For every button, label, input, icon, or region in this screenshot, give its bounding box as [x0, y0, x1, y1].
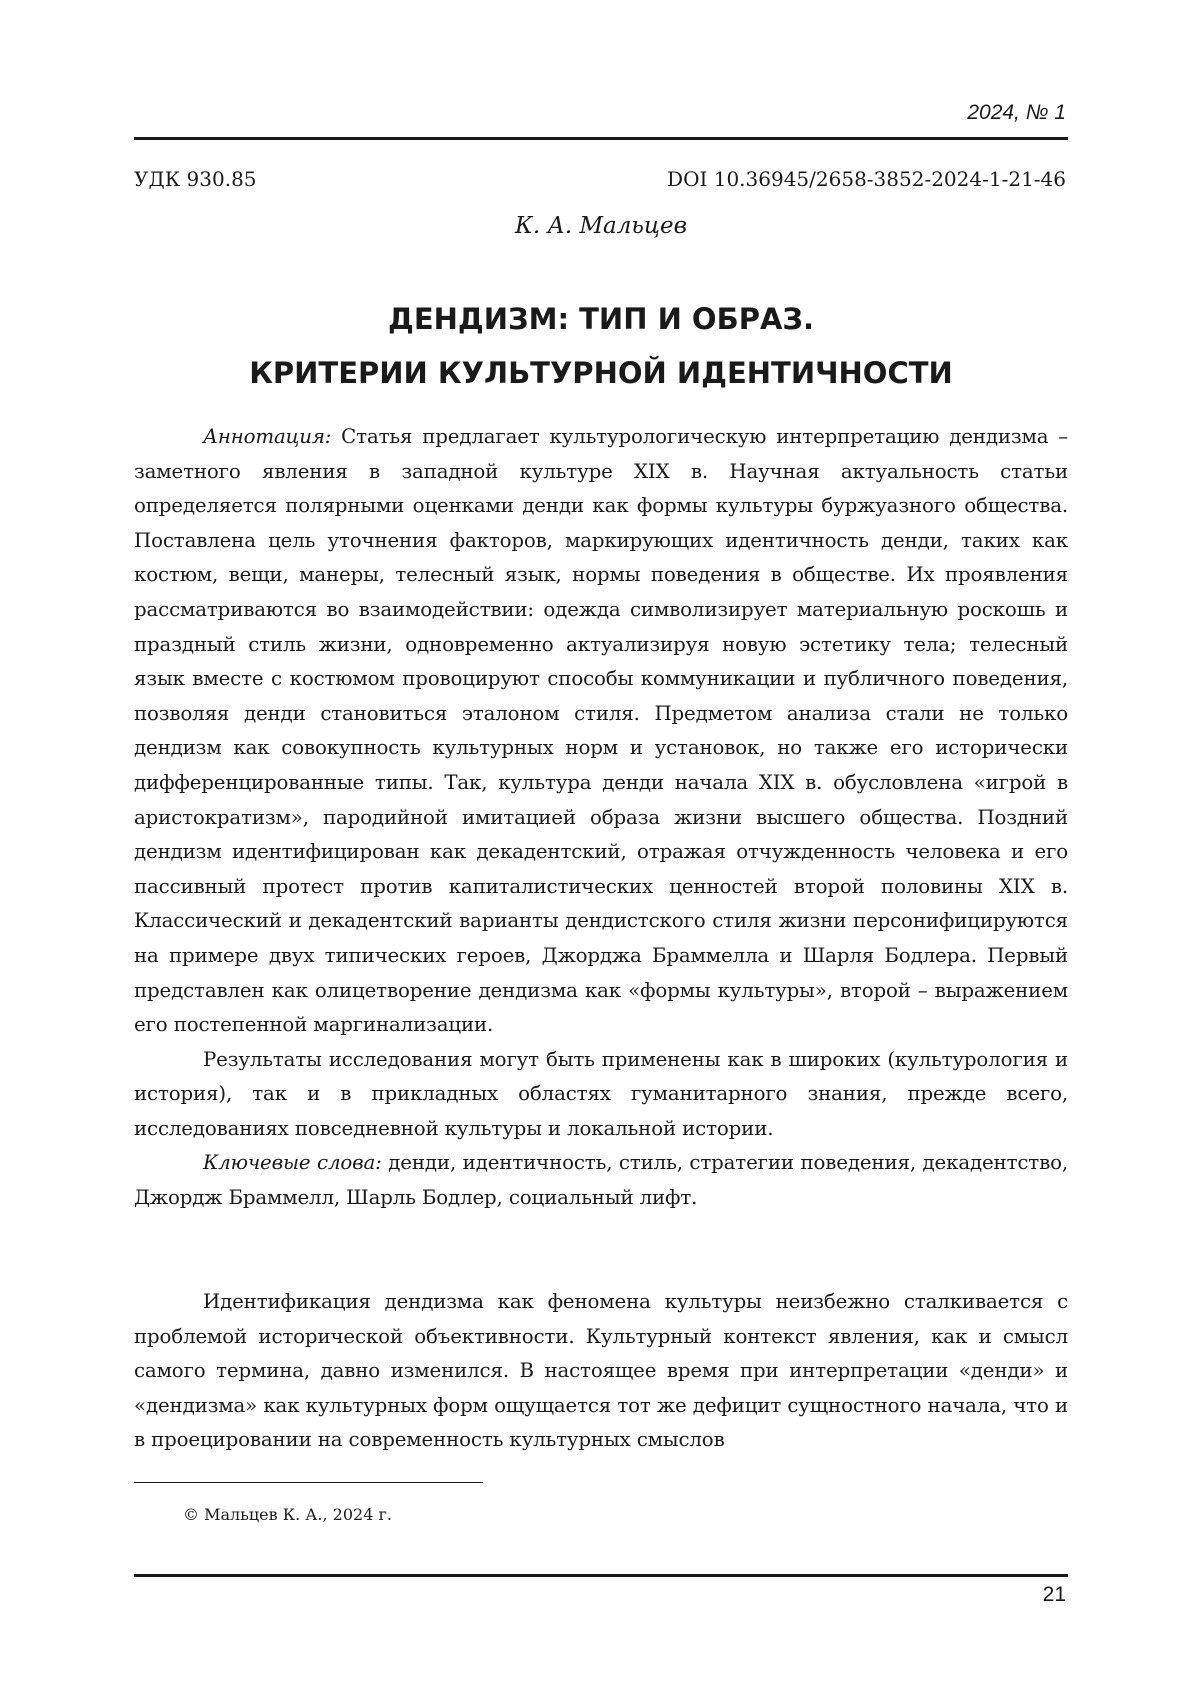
footer-divider: [134, 1574, 1068, 1577]
results-paragraph: Результаты исследования могут быть применены как в широких (культурология и история), так и в прикладных областях гуманитарного знания, прежде всего, исследованиях повседневной культуры и локальной истории.: [134, 1047, 1068, 1140]
page-number: 21: [1042, 1583, 1066, 1606]
copyright-footnote: © Мальцев К. А., 2024 г.: [183, 1505, 392, 1524]
keywords-text: денди, идентичность, стиль, стратегии поведения, декадентство, Джордж Браммелл, Шарль Бодлер, социальный лифт.: [134, 1151, 1068, 1210]
abstract-section: [134, 420, 1068, 1216]
abstract-label: Аннотация:: [203, 425, 332, 448]
title-line-1: ДЕНДИЗМ: ТИП И ОБРАЗ.: [387, 302, 815, 336]
body-paragraph: Идентификация дендизма как феномена культуры неизбежно сталкивается с проблемой исторической объективности. Культурный контекст явления, как и смысл самого термина, давно изменился. В настоящее время при интерпретации «денди» и «дендизма» как культурных форм ощущается тот же дефицит сущностного начала, что и в проецировании на современность культурных смыслов: [134, 1290, 1068, 1452]
footnote-divider: [134, 1482, 483, 1483]
keywords-paragraph: [134, 1146, 1068, 1215]
header-divider: [134, 137, 1068, 140]
article-title: [134, 292, 1068, 400]
udk-code: УДК 930.85: [134, 167, 257, 191]
title-line-2: КРИТЕРИИ КУЛЬТУРНОЙ ИДЕНТИЧНОСТИ: [249, 356, 953, 390]
author-name: К. А. Мальцев: [515, 213, 687, 239]
keywords-label: Ключевые слова:: [203, 1151, 382, 1175]
doi-code: DOI 10.36945/2658-3852-2024-1-21-46: [667, 167, 1066, 191]
abstract-text: Статья предлагает культурологическую интерпретацию дендизма – заметного явления в западной культуре XIX в. Научная актуальность статьи определяется полярными оценками денди как формы культуры буржуазного общества. Поставлена цель уточнения факторов, маркирующих идентичность денди, таких как костюм, вещи, манеры, телесный язык, нормы поведения в обществе. Их проявления рассматриваются во взаимодействии: одежда символизирует материальную роскошь и праздный стиль жизни, одновременно актуализируя новую эстетику тела; телесный язык вместе с костюмом провоцируют способы коммуникации и публичного поведения, позволяя денди становиться эталоном стиля. Предметом анализа стали не только дендизм как совокупность культурных норм и установок, но также его исторически дифференцированные типы. Так, культура денди начала XIX в. обусловлена «игрой в аристократизм», пародийной имитацией образа жизни высшего общества. Поздний дендизм идентифицирован как декадентский, отражая отчужденность человека и его пассивный протест против капиталистических ценностей второй половины XIX в. Классический и декадентский варианты дендистского стиля жизни персонифицируются на примере двух типических героев, Джорджа Браммелла и Шарля Бодлера. Первый представлен как олицетворение дендизма как «формы культуры», второй – выражением его постепенной маргинализации.: [134, 425, 1069, 1037]
abstract-paragraph: [134, 420, 1068, 1043]
body-section: [134, 1285, 1068, 1458]
journal-issue: 2024, № 1: [967, 101, 1066, 124]
